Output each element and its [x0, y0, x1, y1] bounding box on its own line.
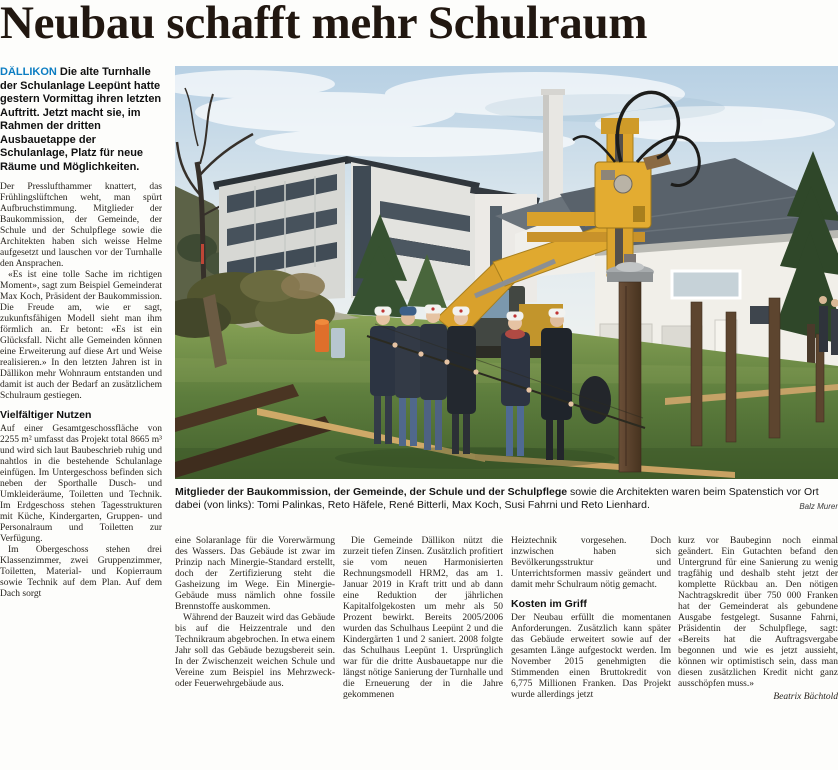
dark-bag [579, 376, 611, 424]
body-paragraph: Im Obergeschoss stehen drei Klassenzimmer, zwei Gruppenzimmer, Toiletten, Material- und Kopierraum sowie Technik auf dem Plan. Auf dem Dach sorgt [0, 545, 162, 599]
caption-text: sowie die Architekten waren beim Spatenstich vor Ort dabei (von links): Tomi Palinkas, Reto Häfele, René Bitterli, Max Koch, Susi Fahrni und Reto Lienhard. [175, 486, 819, 511]
body-paragraph: eine Solaranlage für die Vorerwärmung des Wassers. Das Gebäude ist zwar im Prinzip nach Minergie-Standard erstellt, doch der Zertifizierung steht die Gasheizung im Wege. Ein Minergie-Gebäude muss nämlich ohne fossile Brennstoffe auskommen. [175, 536, 335, 612]
body-paragraph: Heiztechnik vorgesehen. Doch inzwischen haben sich Bevölkerungsstruktur und Unterrichtsformen massiv geändert und damit mehr Schulraum nötig gemacht. [511, 536, 671, 590]
article-photo [175, 66, 838, 479]
body-paragraph: kurz vor Baubeginn noch einmal geändert. Ein Gutachten befand den Untergrund für eine Sanierung zu wenig tragfähig und deshalb steht jetzt der komplette Rückbau an. Den nötigen Nachtragskredit über 750 000 Franken hat der Gemeinderat als gebundene Ausgabe festgelegt. Susanne Fahrni, Präsidentin der Schulpflege, sagt: «Bereits hat die Auftragsvergabe begonnen und wie es jetzt aussieht, können wir optimistisch sein, dass man diesen zusätzlichen Kredit nicht ganz ausschöpfen muss.» [678, 536, 838, 689]
lead-paragraph [0, 66, 162, 174]
article-photo-illustration [175, 66, 838, 479]
location-label: DÄLLIKON [0, 66, 57, 78]
article-headline: Neubau schafft mehr Schulraum [0, 0, 648, 49]
body-paragraph: Der Presslufthammer knattert, das Frühlingslüftchen weht, man spürt Aufbruchstimmung. Mitglieder der Baukommission, der Gemeinde, der Schule und der Schulpflege sowie die Architekten haben sich weisse Helme aufgesetzt und lauschen vor der Turnhalle den Ansprachen. [0, 182, 162, 269]
column-1 [0, 66, 162, 770]
body-paragraph: Auf einer Gesamtgeschossfläche von 2255 m² umfasst das Projekt total 8665 m³ und wird sich laut Baubeschrieb ruhig und nahtlos in die bestehende Schulanlage einfügen. Im Untergeschoss befinden sich neben der Sporthalle Dusch- und Umkleideräume, Toiletten und Technik. Im Erdgeschoss stehen Tagesstrukturen mit Küche, Kindergarten, Gruppen- und Personalraum und Toiletten zur Verfügung. [0, 424, 162, 544]
column-3 [343, 536, 503, 769]
subhead-vielfaeltiger-nutzen: Vielfältiger Nutzen [0, 409, 92, 421]
photo-caption [175, 486, 838, 512]
driven-post [619, 282, 641, 472]
author-byline: Beatrix Bächtold [773, 692, 838, 702]
red-marker-stick [201, 244, 204, 264]
body-paragraph: Während der Bauzeit wird das Gebäude bis auf die Heizzentrale und den Technikraum abgebrochen. In etwa einem Jahr soll das Gebäude bezugsbereit sein. In der Zwischenzeit weichen Schule und Vereine zum Beispiel ins Mehrzweck- oder Feuerwehrgebäude aus. [175, 613, 335, 689]
ground-shadow [335, 447, 615, 469]
lead-text: Die alte Turnhalle der Schulanlage Leepünt hatte gestern Vormittag ihren letzten Auftritt. Jetzt macht sie, im Rahmen der dritten Ausbauetappe der Schulanlage, Platz für neue Räume und Möglichkeiten. [0, 66, 162, 173]
caption-bold: Mitglieder der Baukommission, der Gemeinde, der Schule und der Schulpflege [175, 486, 568, 498]
photo-credit: Balz Murer [799, 502, 838, 511]
subhead-kosten-im-griff: Kosten im Griff [511, 598, 587, 610]
body-paragraph: Der Neubau erfüllt die momentanen Anforderungen. Zusätzlich kann später das Gebäude erweitert sowie auf der gesamten Länge aufgestockt werden. Im November 2015 genehmigten die Stimmenden einen Bruttokredit von 6,775 Millionen Franken. Das Projekt wurde allerdings jetzt [511, 613, 671, 700]
body-paragraph: «Es ist eine tolle Sache im richtigen Moment», sagt zum Beispiel Gemeinderat Max Koch, Präsident der Baukommission. Die Freude am, wie er sagt, zukunftsfähigen Modell sieht man ihm förmlich an. Er betont: «Es ist ein Glücksfall. Nicht alle Gemeinden können eine Erweiterung auf diese Art und Weise realisieren.» In den letzten Jahren ist in Dällikon mehr Wohnraum entstanden und damit ist auch der Bedarf an zusätzlichem Schulraum gestiegen. [0, 270, 162, 401]
column-2 [175, 536, 335, 769]
body-paragraph: Die Gemeinde Dällikon nützt die zurzeit tiefen Zinsen. Zusätzlich profitiert sie vom neuen Harmonisierten Rechnungsmodell HRM2, das am 1. Januar 2019 in Kraft tritt und ab dann eine Reduktion der jährlichen Kapitalfolgekosten um mehr als 50 Prozent bewirkt. Bereits 2005/2006 wurden das Schulhaus Leepünt 2 und die Kindergärten 1 und 2 saniert. 2008 folgte das Schulhaus Leepünt 1. Ursprünglich war für die dritte Ausbauetappe nur die längst nötige Sanierung der Turnhalle und die Erneuerung der in die Jahre gekommenen [343, 536, 503, 700]
column-5 [678, 536, 838, 769]
column-4 [511, 536, 671, 769]
